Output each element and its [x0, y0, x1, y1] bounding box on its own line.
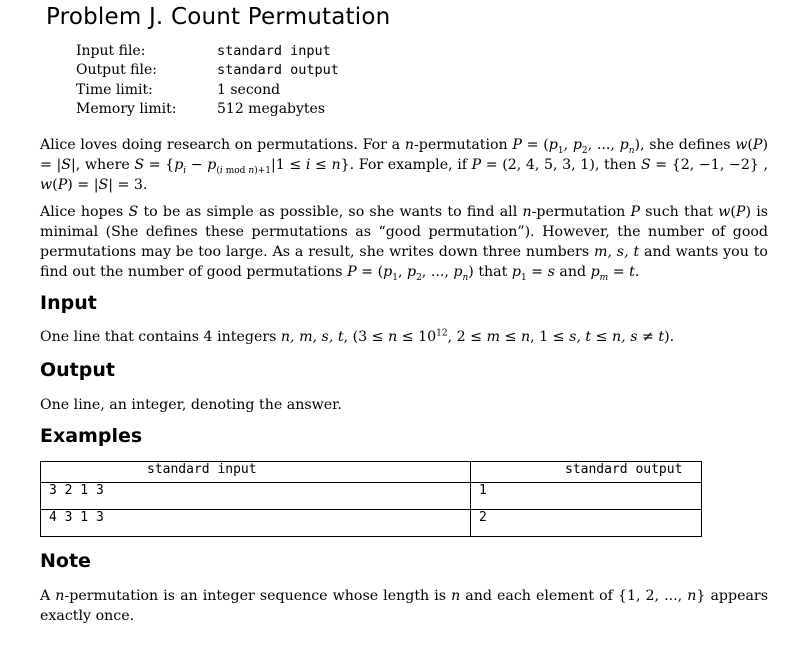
example-output-cell: 1 [471, 483, 702, 510]
memory-limit-label: Memory limit: [76, 101, 177, 118]
text: appears exactly once. [40, 588, 768, 624]
problem-limits [76, 41, 339, 119]
text: -permutation [531, 204, 631, 220]
text: One line that contains 4 integers [40, 329, 281, 345]
text: and wants you to find out the number of good permutations [40, 244, 768, 280]
text: , she defines [640, 137, 736, 153]
output-file-value: standard output [217, 62, 339, 79]
example-input-cell: 4 3 1 3 [41, 510, 471, 537]
statement-paragraph-2: Alice hopes S to be as simple as possible, so she wants to find all n-permutation P such that w(P) is minimal (She defines these permutations as “good permutation”). However, the number of good permutations may be too large. As a result, she writes down three numbers m, s, t and wants you to find out the number of good permutations $P = (p_1$, $p_2$, ..., $p_n$) that $p_1 = s$ and $p_m = t$. [40, 204, 769, 283]
input-file-value: standard input [217, 42, 331, 59]
text: -permutation is an integer sequence whose length is [64, 588, 452, 604]
text: . For example, if [349, 157, 472, 173]
text: to be as simple as possible, so she wants to find all [138, 204, 523, 220]
input-file-label: Input file: [76, 42, 146, 59]
output-file-row [76, 61, 339, 81]
examples-heading: Examples [40, 425, 143, 447]
examples-header-input: standard input [41, 462, 471, 483]
text: and each element of [460, 588, 618, 604]
input-heading: Input [40, 292, 97, 314]
text: Alice hopes [40, 204, 129, 220]
examples-header-output: standard output [471, 462, 702, 483]
statement-paragraph-1: Alice loves doing research on permutations. For a n-permutation $P = (p_1$, $p_2$, ..., $p_n$), she defines w(P) = |S|, where $S = \{p_i - p_{(i mod n)+1}|1 \le i \le n\}$. For example, if P = (2, 4, 5, 3, 1), then S = {2, −1, −2} , w(P) = |S| = 3. [40, 137, 768, 193]
input-description: One line that contains 4 integers n, m, s, t, ($3 \le n \le 10^{12}$, 2 ≤ m ≤ n, 1 ≤ s, t ≤ n, s ≠ t). [40, 328, 675, 345]
time-limit-value: 1 second [217, 81, 281, 98]
examples-table [40, 461, 702, 537]
output-heading: Output [40, 359, 115, 381]
table-row [41, 510, 702, 537]
text: -permutation [413, 137, 513, 153]
text: that [473, 264, 512, 280]
text: , then [594, 157, 641, 173]
example-input-cell: 3 2 1 3 [41, 483, 471, 510]
output-file-label: Output file: [76, 62, 157, 79]
problem-title: Problem J. Count Permutation [46, 4, 391, 30]
memory-limit-row [76, 100, 339, 120]
example-output-cell: 2 [471, 510, 702, 537]
table-row [41, 483, 702, 510]
note-heading: Note [40, 550, 91, 572]
note-text: A n-permutation is an integer sequence whose length is n and each element of {1, 2, ..., n} appears exactly once. [40, 588, 768, 624]
text: is minimal (She defines these permutations as “good permutation”). However, the number of good permutations may be too large. As a result, she writes down three numbers [40, 204, 769, 260]
examples-header-row [41, 462, 702, 483]
text: Alice loves doing research on permutations. For a [40, 137, 405, 153]
time-limit-row [76, 80, 339, 100]
input-file-row [76, 41, 339, 61]
time-limit-label: Time limit: [76, 81, 153, 98]
memory-limit-value: 512 megabytes [217, 101, 326, 118]
text: A [40, 588, 56, 604]
text: such that [640, 204, 719, 220]
output-description: One line, an integer, denoting the answer. [40, 397, 342, 413]
text: and [554, 264, 591, 280]
